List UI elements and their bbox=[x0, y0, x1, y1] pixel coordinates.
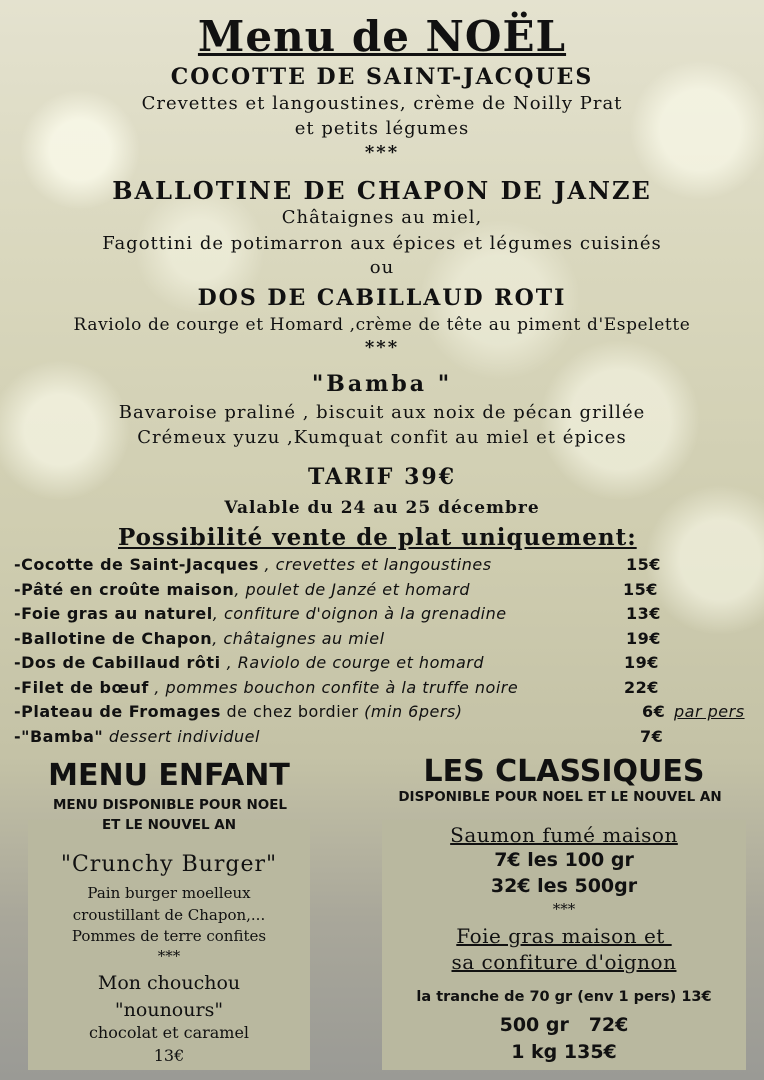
foie-price-1: la tranche de 70 gr (env 1 pers) 13€ bbox=[416, 989, 712, 1005]
main1-line-1: Châtaignes au miel, bbox=[281, 207, 483, 228]
list-item bbox=[14, 725, 764, 750]
dish-desc: , crevettes et langoustines bbox=[258, 555, 492, 574]
dessert-name: "Bamba " bbox=[311, 371, 453, 397]
dish-name: -Cocotte de Saint-Jacques bbox=[14, 555, 259, 574]
foie-title-2: sa confiture d'oignon bbox=[451, 950, 677, 974]
separator-2: *** bbox=[364, 337, 400, 358]
starter-line-2: et petits légumes bbox=[294, 118, 470, 139]
dish-list bbox=[14, 553, 764, 749]
dish-price: 15€ bbox=[623, 579, 658, 599]
classics-separator: *** bbox=[552, 900, 576, 918]
main1-name: BALLOTINE DE CHAPON DE JANZE bbox=[112, 176, 652, 205]
kids-price: 13€ bbox=[153, 1046, 185, 1065]
salmon-price-2: 32€ les 500gr bbox=[490, 875, 638, 897]
kids-dessert-3: chocolat et caramel bbox=[88, 1023, 250, 1042]
dish-name: -Plateau de Fromages bbox=[14, 702, 221, 721]
price-note: par pers bbox=[674, 702, 745, 721]
dish-desc: , poulet de Janzé et homard bbox=[234, 579, 471, 599]
dish-name: -Foie gras au naturel bbox=[14, 604, 213, 623]
list-item bbox=[14, 700, 764, 725]
dish-price: 13€ bbox=[626, 604, 661, 623]
dish-name: -Dos de Cabillaud rôti bbox=[14, 653, 227, 672]
classics-panel bbox=[382, 820, 746, 1070]
salmon-price-1: 7€ les 100 gr bbox=[494, 849, 634, 871]
dish-desc: , Raviolo de courge et homard bbox=[226, 653, 484, 672]
main1-line-2: Fagottini de potimarron aux épices et légumes cuisinés bbox=[102, 233, 662, 254]
menu-title: Menu de NOËL bbox=[197, 12, 567, 61]
kids-subtitle-2: ET LE NOUVEL AN bbox=[101, 817, 237, 833]
dish-name: -"Bamba" bbox=[14, 726, 104, 746]
dish-desc: , confiture d'oignon à la grenadine bbox=[212, 604, 507, 623]
classics-title: LES CLASSIQUES bbox=[423, 754, 705, 789]
foie-title-1: Foie gras maison et bbox=[456, 924, 672, 948]
starter-name: COCOTTE DE SAINT-JACQUES bbox=[170, 64, 594, 90]
dish-price: 7€ bbox=[640, 726, 664, 746]
dessert-line-1: Bavaroise praliné , biscuit aux noix de pécan grillée bbox=[118, 402, 646, 423]
kids-subtitle-1: MENU DISPONIBLE POUR NOEL bbox=[52, 797, 288, 813]
kids-line-3: Pommes de terre confites bbox=[71, 927, 267, 945]
dish-price: 19€ bbox=[626, 628, 661, 648]
list-item bbox=[14, 676, 764, 701]
kids-title: MENU ENFANT bbox=[48, 758, 290, 793]
dish-name: -Filet de bœuf bbox=[14, 677, 149, 697]
kids-separator: *** bbox=[157, 947, 181, 965]
kids-menu-panel bbox=[28, 817, 310, 1070]
tarif-label: TARIF 39€ bbox=[307, 464, 456, 490]
list-item bbox=[14, 553, 764, 578]
dish-desc: dessert individuel bbox=[103, 726, 260, 746]
main2-line-1: Raviolo de courge et Homard ,crème de tête au piment d'Espelette bbox=[73, 315, 691, 335]
tarif-valid: Valable du 24 au 25 décembre bbox=[224, 498, 540, 518]
dish-price: 19€ bbox=[624, 653, 659, 672]
dish-price: 15€ bbox=[626, 555, 661, 574]
foie-price-3: 1 kg 135€ bbox=[511, 1041, 617, 1063]
list-item bbox=[14, 651, 764, 676]
or-label: ou bbox=[369, 257, 395, 278]
dessert-line-2: Crémeux yuzu ,Kumquat confit au miel et épices bbox=[137, 427, 627, 448]
kids-line-2: croustillant de Chapon,... bbox=[72, 906, 266, 924]
dish-desc: , châtaignes au miel bbox=[212, 628, 385, 648]
main2-name: DOS DE CABILLAUD ROTI bbox=[197, 285, 567, 311]
dish-name: -Pâté en croûte maison bbox=[14, 579, 235, 599]
kids-dessert-1: Mon chouchou bbox=[97, 972, 241, 994]
kids-line-1: Pain burger moelleux bbox=[87, 884, 251, 902]
kids-dessert-2: "nounours" bbox=[114, 999, 224, 1021]
classics-subtitle: DISPONIBLE POUR NOEL ET LE NOUVEL AN bbox=[398, 789, 722, 805]
dish-price: 6€ bbox=[642, 702, 666, 721]
dish-name: -Ballotine de Chapon bbox=[14, 628, 213, 648]
list-item bbox=[14, 602, 764, 627]
dish-desc-plain: de chez bordier bbox=[220, 702, 365, 721]
separator-1: *** bbox=[364, 142, 400, 163]
salmon-title: Saumon fumé maison bbox=[450, 823, 678, 847]
kids-dish: "Crunchy Burger" bbox=[60, 852, 278, 877]
dish-desc: (min 6pers) bbox=[364, 702, 463, 721]
dish-desc: , pommes bouchon confite à la truffe noire bbox=[148, 677, 519, 697]
dish-price: 22€ bbox=[624, 677, 659, 697]
list-item bbox=[14, 578, 764, 603]
a-la-carte-heading: Possibilité vente de plat uniquement: bbox=[118, 524, 637, 551]
foie-price-2: 500 gr 72€ bbox=[499, 1014, 629, 1036]
list-item bbox=[14, 627, 764, 652]
starter-line-1: Crevettes et langoustines, crème de Noilly Prat bbox=[141, 93, 623, 114]
